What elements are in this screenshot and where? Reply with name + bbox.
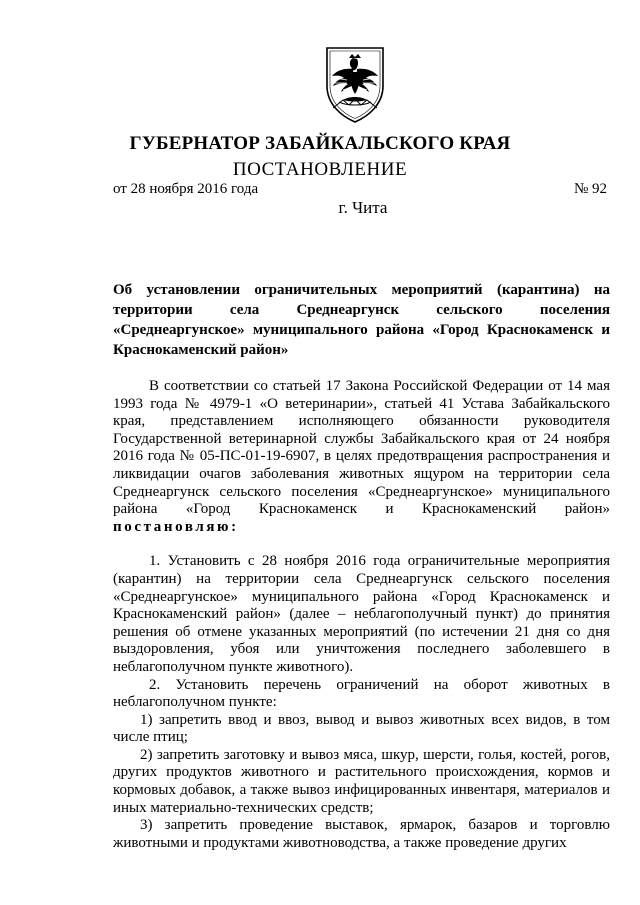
item-paragraph: 2) запретить заготовку и вывоз мяса, шкур, шерсти, голья, костей, рогов, других продуктов животного и растительного происхождения, кормов и кормовых добавок, а также вывоз инфицированных инвентаря, материалов и иных материально-технических средств; xyxy=(113,746,610,816)
item-paragraph: 1. Установить с 28 ноября 2016 года ограничительные мероприятия (карантин) на территории села Среднеаргунск сельского поселения «Среднеаргунское» муниципального района «Город Краснокаменск и Краснокаменский район» (далее – неблагополучный пункт) до принятия решения об отмене указанных мероприятий (по истечении 21 дня со дня выздоровления, убоя или уничтожения последнего заболевшего в неблагополучном пункте животного). xyxy=(113,553,610,675)
org-title: ГУБЕРНАТОР ЗАБАЙКАЛЬСКОГО КРАЯ xyxy=(129,133,511,154)
resolve-word: постановляю: xyxy=(113,518,239,535)
document-subject: Об установлении ограничительных мероприятий (карантина) на территории села Среднеаргунск сельского поселения «Среднеаргунское» муниципального района «Город Краснокаменск и Краснокаменский район» xyxy=(113,282,610,358)
item-paragraph: 3) запретить проведение выставок, ярмарок, базаров и торговлю животными и продуктами животноводства, а также проведение других xyxy=(113,817,610,851)
document-body xyxy=(113,378,610,852)
preamble-text: В соответствии со статьей 17 Закона Российской Федерации от 14 мая 1993 года № 4979-1 «О ветеринарии», статьей 41 Устава Забайкальского края, представлением исполняющего обязанности руководителя Государственной ветеринарной службы Забайкальского края от 24 ноября 2016 года № 05-ПС-01-19-6907, в целях предотвращения распространения и ликвидации очагов заболевания животных ящуром на территории села Среднеаргунск сельского поселения «Среднеаргунское» муниципального района «Город Краснокаменск и Краснокаменский район» xyxy=(113,378,610,518)
document-number: № 92 xyxy=(573,181,607,197)
preamble-paragraph xyxy=(113,378,610,536)
item-paragraph: 2. Установить перечень ограничений на оборот животных в неблагополучном пункте: xyxy=(113,676,610,711)
coat-of-arms-icon xyxy=(313,42,397,126)
paragraph-gap xyxy=(113,536,610,553)
document-city: г. Чита xyxy=(338,198,388,217)
document-date: от 28 ноября 2016 года xyxy=(113,181,259,197)
document-type: ПОСТАНОВЛЕНИЕ xyxy=(232,159,408,180)
item-paragraph: 1) запретить ввод и ввоз, вывод и вывоз животных всех видов, в том числе птиц; xyxy=(113,711,610,746)
